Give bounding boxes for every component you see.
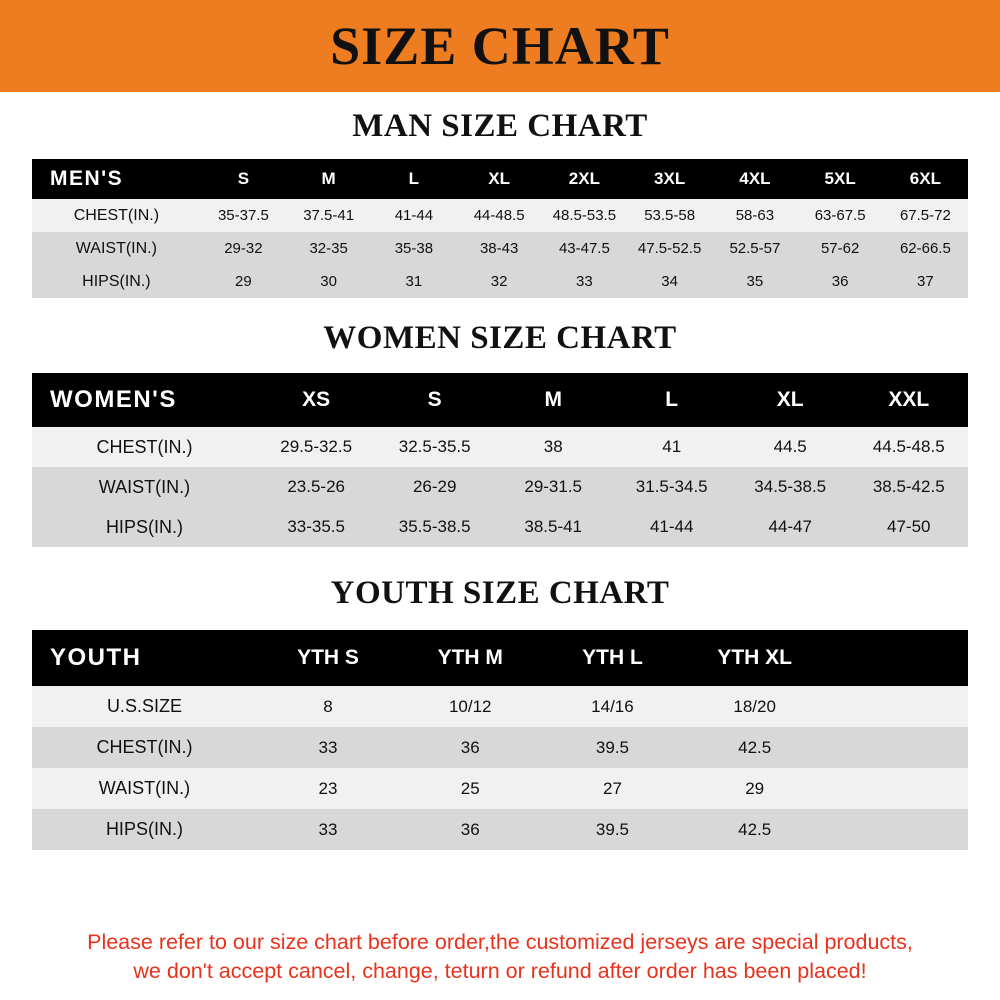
man-header-cell-1: S <box>237 169 250 188</box>
women-header-cell-0: WOMEN'S <box>50 386 177 413</box>
women-header-cell-2: S <box>427 388 442 411</box>
women-row-label-1: WAIST(IN.) <box>98 476 191 497</box>
man-cell-2-2: 31 <box>405 273 423 290</box>
man-table-wrap <box>0 159 1000 298</box>
youth-cell-2-2: 27 <box>602 778 622 798</box>
women-table-head <box>32 373 968 427</box>
man-header-cell-4: XL <box>488 169 510 188</box>
table-row <box>32 199 968 232</box>
women-header-cell-1: XS <box>302 388 331 411</box>
youth-cell-1-0: 33 <box>318 737 338 757</box>
women-header-cell-3: M <box>544 388 562 411</box>
youth-header-cell-4: YTH XL <box>717 646 792 669</box>
women-table-body <box>32 427 968 547</box>
table-header-row <box>32 373 968 427</box>
youth-cell-3-spacer <box>826 809 968 850</box>
youth-cell-0-3: 18/20 <box>733 696 776 716</box>
man-cell-0-5: 53.5-58 <box>644 207 696 224</box>
man-section-title: MAN SIZE CHART <box>352 108 648 144</box>
man-cell-0-1: 37.5-41 <box>303 207 355 224</box>
youth-cell-2-3: 29 <box>745 778 765 798</box>
man-size-table <box>32 159 968 298</box>
women-cell-2-4: 44-47 <box>768 517 812 536</box>
man-header-cell-0: MEN'S <box>50 167 124 190</box>
man-cell-2-0: 29 <box>235 273 252 290</box>
man-table-body <box>32 199 968 298</box>
man-cell-1-5: 47.5-52.5 <box>637 240 702 257</box>
youth-cell-3-1: 36 <box>460 819 480 839</box>
youth-row-label-0: U.S.SIZE <box>106 696 182 716</box>
man-cell-2-8: 37 <box>917 273 934 290</box>
man-cell-2-3: 32 <box>490 273 508 290</box>
table-row <box>32 768 968 809</box>
women-cell-1-2: 29-31.5 <box>524 477 583 496</box>
man-cell-0-2: 41-44 <box>394 207 434 224</box>
man-cell-2-1: 30 <box>320 273 337 290</box>
women-cell-0-3: 41 <box>662 437 682 456</box>
page-title: SIZE CHART <box>330 16 670 76</box>
youth-cell-0-0: 8 <box>323 696 333 716</box>
note-line-2: we don't accept cancel, change, teturn or refund after order has been placed! <box>133 958 867 983</box>
man-cell-1-2: 35-38 <box>394 240 434 257</box>
women-row-label-2: HIPS(IN.) <box>105 516 183 537</box>
women-cell-0-1: 32.5-35.5 <box>398 437 471 456</box>
man-cell-0-6: 58-63 <box>735 207 775 224</box>
table-row <box>32 427 968 467</box>
women-cell-0-5: 44.5-48.5 <box>872 437 945 456</box>
man-header-cell-2: M <box>321 169 336 188</box>
table-row <box>32 232 968 265</box>
man-cell-0-4: 48.5-53.5 <box>552 207 617 224</box>
women-cell-2-0: 33-35.5 <box>287 517 345 536</box>
women-cell-0-0: 29.5-32.5 <box>280 437 353 456</box>
man-cell-1-1: 32-35 <box>309 240 348 257</box>
youth-cell-3-2: 39.5 <box>595 819 629 839</box>
table-row <box>32 507 968 547</box>
youth-cell-1-2: 39.5 <box>595 737 629 757</box>
youth-section-title: YOUTH SIZE CHART <box>330 575 670 611</box>
women-table-wrap <box>0 373 1000 547</box>
man-row-label-2: HIPS(IN.) <box>82 272 151 290</box>
table-row <box>32 467 968 507</box>
women-cell-1-4: 34.5-38.5 <box>754 477 827 496</box>
women-size-table <box>32 373 968 547</box>
youth-header-cell-1: YTH S <box>297 646 359 669</box>
man-table-head <box>32 159 968 199</box>
note-line-1: Please refer to our size chart before order,the customized jerseys are special products, <box>87 929 913 954</box>
youth-cell-1-1: 36 <box>460 737 480 757</box>
youth-cell-0-spacer <box>826 686 968 727</box>
man-cell-1-7: 57-62 <box>820 240 860 257</box>
youth-cell-3-3: 42.5 <box>738 819 772 839</box>
table-row <box>32 265 968 298</box>
youth-header-cell-2: YTH M <box>437 646 503 669</box>
youth-row-label-3: HIPS(IN.) <box>105 819 183 839</box>
man-header-cell-8: 5XL <box>824 169 856 188</box>
table-header-row <box>32 630 968 686</box>
women-cell-0-2: 38 <box>543 437 563 456</box>
women-cell-2-5: 47-50 <box>887 517 931 536</box>
women-cell-2-3: 41-44 <box>649 517 694 536</box>
man-cell-1-3: 38-43 <box>479 240 519 257</box>
man-cell-1-4: 43-47.5 <box>558 240 610 257</box>
youth-row-label-1: CHEST(IN.) <box>96 737 193 757</box>
women-header-cell-5: XL <box>776 388 804 411</box>
man-cell-1-0: 29-32 <box>224 240 263 257</box>
man-row-label-0: CHEST(IN.) <box>73 206 160 224</box>
man-header-cell-7: 4XL <box>739 169 771 188</box>
women-cell-2-1: 35.5-38.5 <box>398 517 471 536</box>
women-cell-1-0: 23.5-26 <box>287 477 345 496</box>
table-header-row <box>32 159 968 199</box>
man-cell-0-0: 35-37.5 <box>217 207 269 224</box>
women-cell-1-1: 26-29 <box>412 477 457 496</box>
man-header-cell-9: 6XL <box>909 169 941 188</box>
youth-cell-2-0: 23 <box>318 778 338 798</box>
man-cell-0-3: 44-48.5 <box>473 207 525 224</box>
man-cell-2-6: 35 <box>746 273 764 290</box>
youth-cell-1-spacer <box>826 727 968 768</box>
youth-cell-2-spacer <box>826 768 968 809</box>
youth-cell-0-2: 14/16 <box>591 696 634 716</box>
youth-cell-2-1: 25 <box>460 778 480 798</box>
youth-size-table <box>32 630 968 850</box>
youth-cell-3-0: 33 <box>318 819 338 839</box>
man-header-cell-5: 2XL <box>568 169 600 188</box>
women-cell-2-2: 38.5-41 <box>524 517 583 536</box>
women-cell-1-5: 38.5-42.5 <box>872 477 945 496</box>
women-row-label-0: CHEST(IN.) <box>96 436 193 457</box>
man-header-cell-6: 3XL <box>654 169 686 188</box>
man-header-cell-3: L <box>408 169 420 188</box>
youth-table-body <box>32 686 968 850</box>
youth-table-wrap <box>0 630 1000 850</box>
header-banner <box>0 0 1000 92</box>
women-cell-1-3: 31.5-34.5 <box>635 477 708 496</box>
table-row <box>32 686 968 727</box>
man-row-label-1: WAIST(IN.) <box>75 239 157 257</box>
youth-row-label-2: WAIST(IN.) <box>98 778 191 798</box>
women-cell-0-4: 44.5 <box>773 437 807 456</box>
man-cell-2-5: 34 <box>661 273 678 290</box>
return-policy-note <box>0 918 1000 1000</box>
women-section-title: WOMEN SIZE CHART <box>323 320 677 356</box>
youth-header-cell-3: YTH L <box>582 646 643 669</box>
man-cell-0-8: 67.5-72 <box>899 207 951 224</box>
youth-header-spacer <box>826 630 968 686</box>
man-cell-1-8: 62-66.5 <box>899 240 951 257</box>
man-cell-0-7: 63-67.5 <box>814 207 866 224</box>
women-header-cell-4: L <box>665 388 679 411</box>
man-cell-2-7: 36 <box>831 273 849 290</box>
youth-table-head <box>32 630 968 686</box>
man-cell-1-6: 52.5-57 <box>729 240 781 257</box>
youth-cell-0-1: 10/12 <box>448 696 492 716</box>
women-header-cell-6: XXL <box>888 388 930 411</box>
man-cell-2-4: 33 <box>576 273 593 290</box>
youth-cell-1-3: 42.5 <box>738 737 772 757</box>
table-row <box>32 809 968 850</box>
table-row <box>32 727 968 768</box>
youth-header-cell-0: YOUTH <box>50 644 142 671</box>
